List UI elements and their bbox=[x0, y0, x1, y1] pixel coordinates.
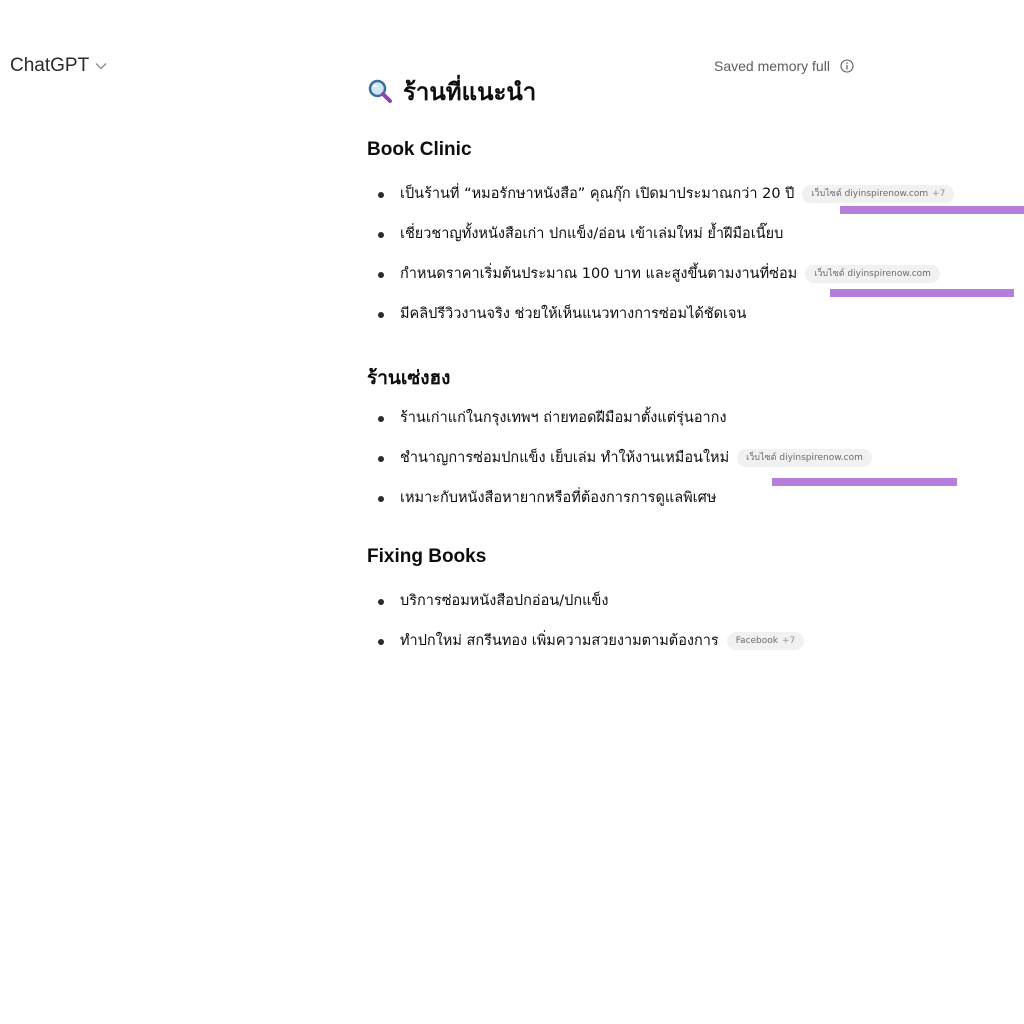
magnifying-glass-icon bbox=[367, 78, 393, 104]
list-item-text: ทำปกใหม่ สกรีนทอง เพิ่มความสวยงามตามต้องการ bbox=[400, 633, 719, 649]
highlight-underline bbox=[772, 478, 957, 486]
citation-label: เว็บไซต์ diyinspirenow.com bbox=[746, 453, 863, 463]
list-item bbox=[367, 263, 1017, 303]
citation-label: เว็บไซต์ diyinspirenow.com bbox=[814, 269, 931, 279]
answer-title bbox=[367, 72, 1007, 110]
list-item-text: เหมาะกับหนังสือหายากหรือที่ต้องการการดูแลพิเศษ bbox=[400, 490, 717, 506]
list-item-text: เชี่ยวชาญทั้งหนังสือเก่า ปกแข็ง/อ่อน เข้าเล่มใหม่ ย้ำฝีมือเนี๊ยบ bbox=[400, 226, 784, 242]
list-item-text: ร้านเก่าแก่ในกรุงเทพฯ ถ่ายทอดฝีมือมาตั้งแต่รุ่นอากง bbox=[400, 410, 727, 426]
list-item bbox=[367, 303, 1017, 343]
list-item bbox=[367, 223, 1017, 263]
citation-more: +7 bbox=[932, 189, 946, 199]
list-item bbox=[367, 183, 1017, 223]
list-item bbox=[367, 630, 1017, 670]
citation-label: Facebook bbox=[735, 636, 778, 646]
assistant-message bbox=[367, 72, 1007, 649]
section-heading: Fixing Books bbox=[367, 546, 487, 567]
citation-chip[interactable] bbox=[727, 632, 805, 650]
section-heading: Book Clinic bbox=[367, 139, 472, 160]
list-item-text: บริการซ่อมหนังสือปกอ่อน/ปกแข็ง bbox=[400, 593, 609, 609]
list-item-text: ชำนาญการซ่อมปกแข็ง เย็บเล่ม ทำให้งานเหมือนใหม่ bbox=[400, 450, 730, 466]
answer-title-text: ร้านที่แนะนำ bbox=[403, 77, 537, 106]
citation-chip[interactable] bbox=[802, 185, 954, 203]
list-item-text: มีคลิปรีวิวงานจริง ช่วยให้เห็นแนวทางการซ่อมได้ชัดเจน bbox=[400, 306, 747, 322]
list-item bbox=[367, 407, 1017, 447]
section-list bbox=[367, 407, 1017, 527]
citation-more: +7 bbox=[782, 636, 796, 646]
section-list bbox=[367, 590, 1017, 670]
info-icon[interactable] bbox=[840, 59, 854, 73]
list-item-text: กำหนดราคาเริ่มต้นประมาณ 100 บาท และสูงขึ้นตามงานที่ซ่อม bbox=[400, 266, 798, 282]
citation-chip[interactable] bbox=[737, 449, 872, 467]
highlight-underline bbox=[830, 289, 1014, 297]
list-item-text: เป็นร้านที่ “หมอรักษาหนังสือ” คุณกุ๊ก เปิดมาประมาณกว่า 20 ปี bbox=[400, 186, 795, 202]
model-selector[interactable] bbox=[10, 55, 107, 77]
list-item bbox=[367, 487, 1017, 527]
chevron-down-icon bbox=[95, 62, 107, 70]
list-item bbox=[367, 590, 1017, 630]
highlight-underline bbox=[840, 206, 1024, 214]
citation-label: เว็บไซต์ diyinspirenow.com bbox=[811, 189, 929, 199]
section-heading: ร้านเซ่งฮง bbox=[367, 368, 451, 389]
citation-chip[interactable] bbox=[805, 265, 940, 283]
memory-status-text: Saved memory full bbox=[714, 58, 830, 74]
model-label: ChatGPT bbox=[10, 55, 90, 76]
